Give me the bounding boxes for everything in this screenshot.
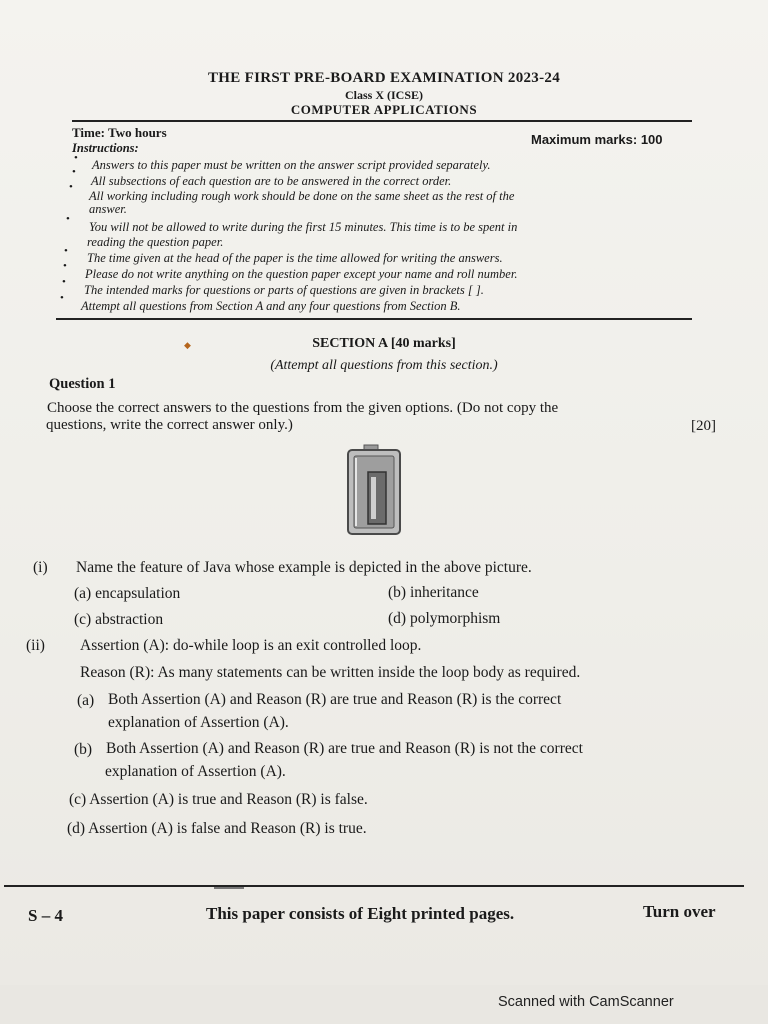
option-b-cont: explanation of Assertion (A).	[105, 763, 286, 780]
switch-picture	[342, 444, 406, 536]
turn-over-label: Turn over	[643, 902, 716, 921]
instruction-item: Please do not write anything on the question paper except your name and roll number.	[85, 267, 518, 281]
bullet-icon: •	[72, 166, 76, 178]
page-count-note: This paper consists of Eight printed pages.	[206, 904, 515, 923]
option-a-label: (a)	[77, 692, 95, 709]
max-marks: Maximum marks: 100	[531, 132, 663, 147]
option-c: (c) Assertion (A) is true and Reason (R) is false.	[69, 791, 368, 808]
option-b: (b) inheritance	[388, 584, 479, 601]
reason-text: Reason (R): As many statements can be written inside the loop body as required.	[80, 664, 581, 681]
instructions-label: Instructions:	[72, 141, 139, 155]
exam-title: THE FIRST PRE-BOARD EXAMINATION 2023-24	[207, 70, 560, 86]
bullet-icon: •	[74, 152, 78, 164]
instruction-item: The intended marks for questions or parts of questions are given in brackets [ ].	[84, 283, 484, 297]
subject-title: COMPUTER APPLICATIONS	[290, 102, 478, 117]
header-rule	[72, 120, 692, 122]
bullet-icon: •	[60, 292, 64, 304]
instruction-item: Answers to this paper must be written on the answer script provided separately.	[92, 158, 491, 172]
scanner-watermark: Scanned with CamScanner	[498, 994, 674, 1010]
instructions-rule	[56, 318, 692, 320]
option-d: (d) Assertion (A) is false and Reason (R) is true.	[67, 820, 367, 837]
option-b-label: (b)	[74, 741, 93, 758]
question-marks: [20]	[691, 418, 716, 434]
option-d: (d) polymorphism	[388, 610, 501, 627]
instruction-item: Attempt all questions from Section A and any four questions from Section B.	[81, 299, 461, 313]
ink-mark: ◆	[184, 340, 191, 350]
instruction-item-cont: reading the question paper.	[87, 235, 224, 249]
question-prompt-cont: questions, write the correct answer only.)	[46, 417, 293, 433]
time-label: Time: Two hours	[72, 125, 167, 140]
option-a: (a) encapsulation	[74, 585, 181, 602]
instruction-item: All working including rough work should be done on the same sheet as the rest of the	[89, 189, 515, 203]
bullet-icon: •	[66, 213, 70, 225]
assertion-text: Assertion (A): do-while loop is an exit controlled loop.	[80, 637, 422, 654]
question-label: Question 1	[49, 376, 116, 392]
instruction-item: The time given at the head of the paper is the time allowed for writing the answers.	[87, 251, 503, 265]
bullet-icon: •	[62, 276, 66, 288]
section-subtitle: (Attempt all questions from this section.)	[270, 358, 498, 373]
instruction-item: All subsections of each question are to be answered in the correct order.	[91, 174, 452, 188]
option-b: Both Assertion (A) and Reason (R) are true and Reason (R) is not the correct	[106, 740, 583, 757]
paper-code: S – 4	[28, 906, 63, 925]
bullet-icon: •	[64, 245, 68, 257]
rule-mark	[214, 887, 244, 889]
option-a: Both Assertion (A) and Reason (R) are true and Reason (R) is the correct	[108, 691, 562, 708]
question-number: (i)	[33, 559, 48, 576]
footer-rule	[4, 885, 744, 887]
question-number: (ii)	[26, 637, 45, 654]
section-title: SECTION A [40 marks]	[312, 336, 456, 351]
question-prompt: Choose the correct answers to the questions from the given options. (Do not copy the	[47, 400, 559, 416]
option-c: (c) abstraction	[74, 611, 164, 628]
question-text: Name the feature of Java whose example is depicted in the above picture.	[76, 559, 532, 576]
instruction-item-cont: answer.	[89, 202, 127, 216]
bullet-icon: •	[63, 260, 67, 272]
instruction-item: You will not be allowed to write during the first 15 minutes. This time is to be spent in	[89, 220, 518, 234]
option-a-cont: explanation of Assertion (A).	[108, 714, 289, 731]
class-line: Class X (ICSE)	[344, 88, 423, 102]
bullet-icon: •	[69, 181, 73, 193]
